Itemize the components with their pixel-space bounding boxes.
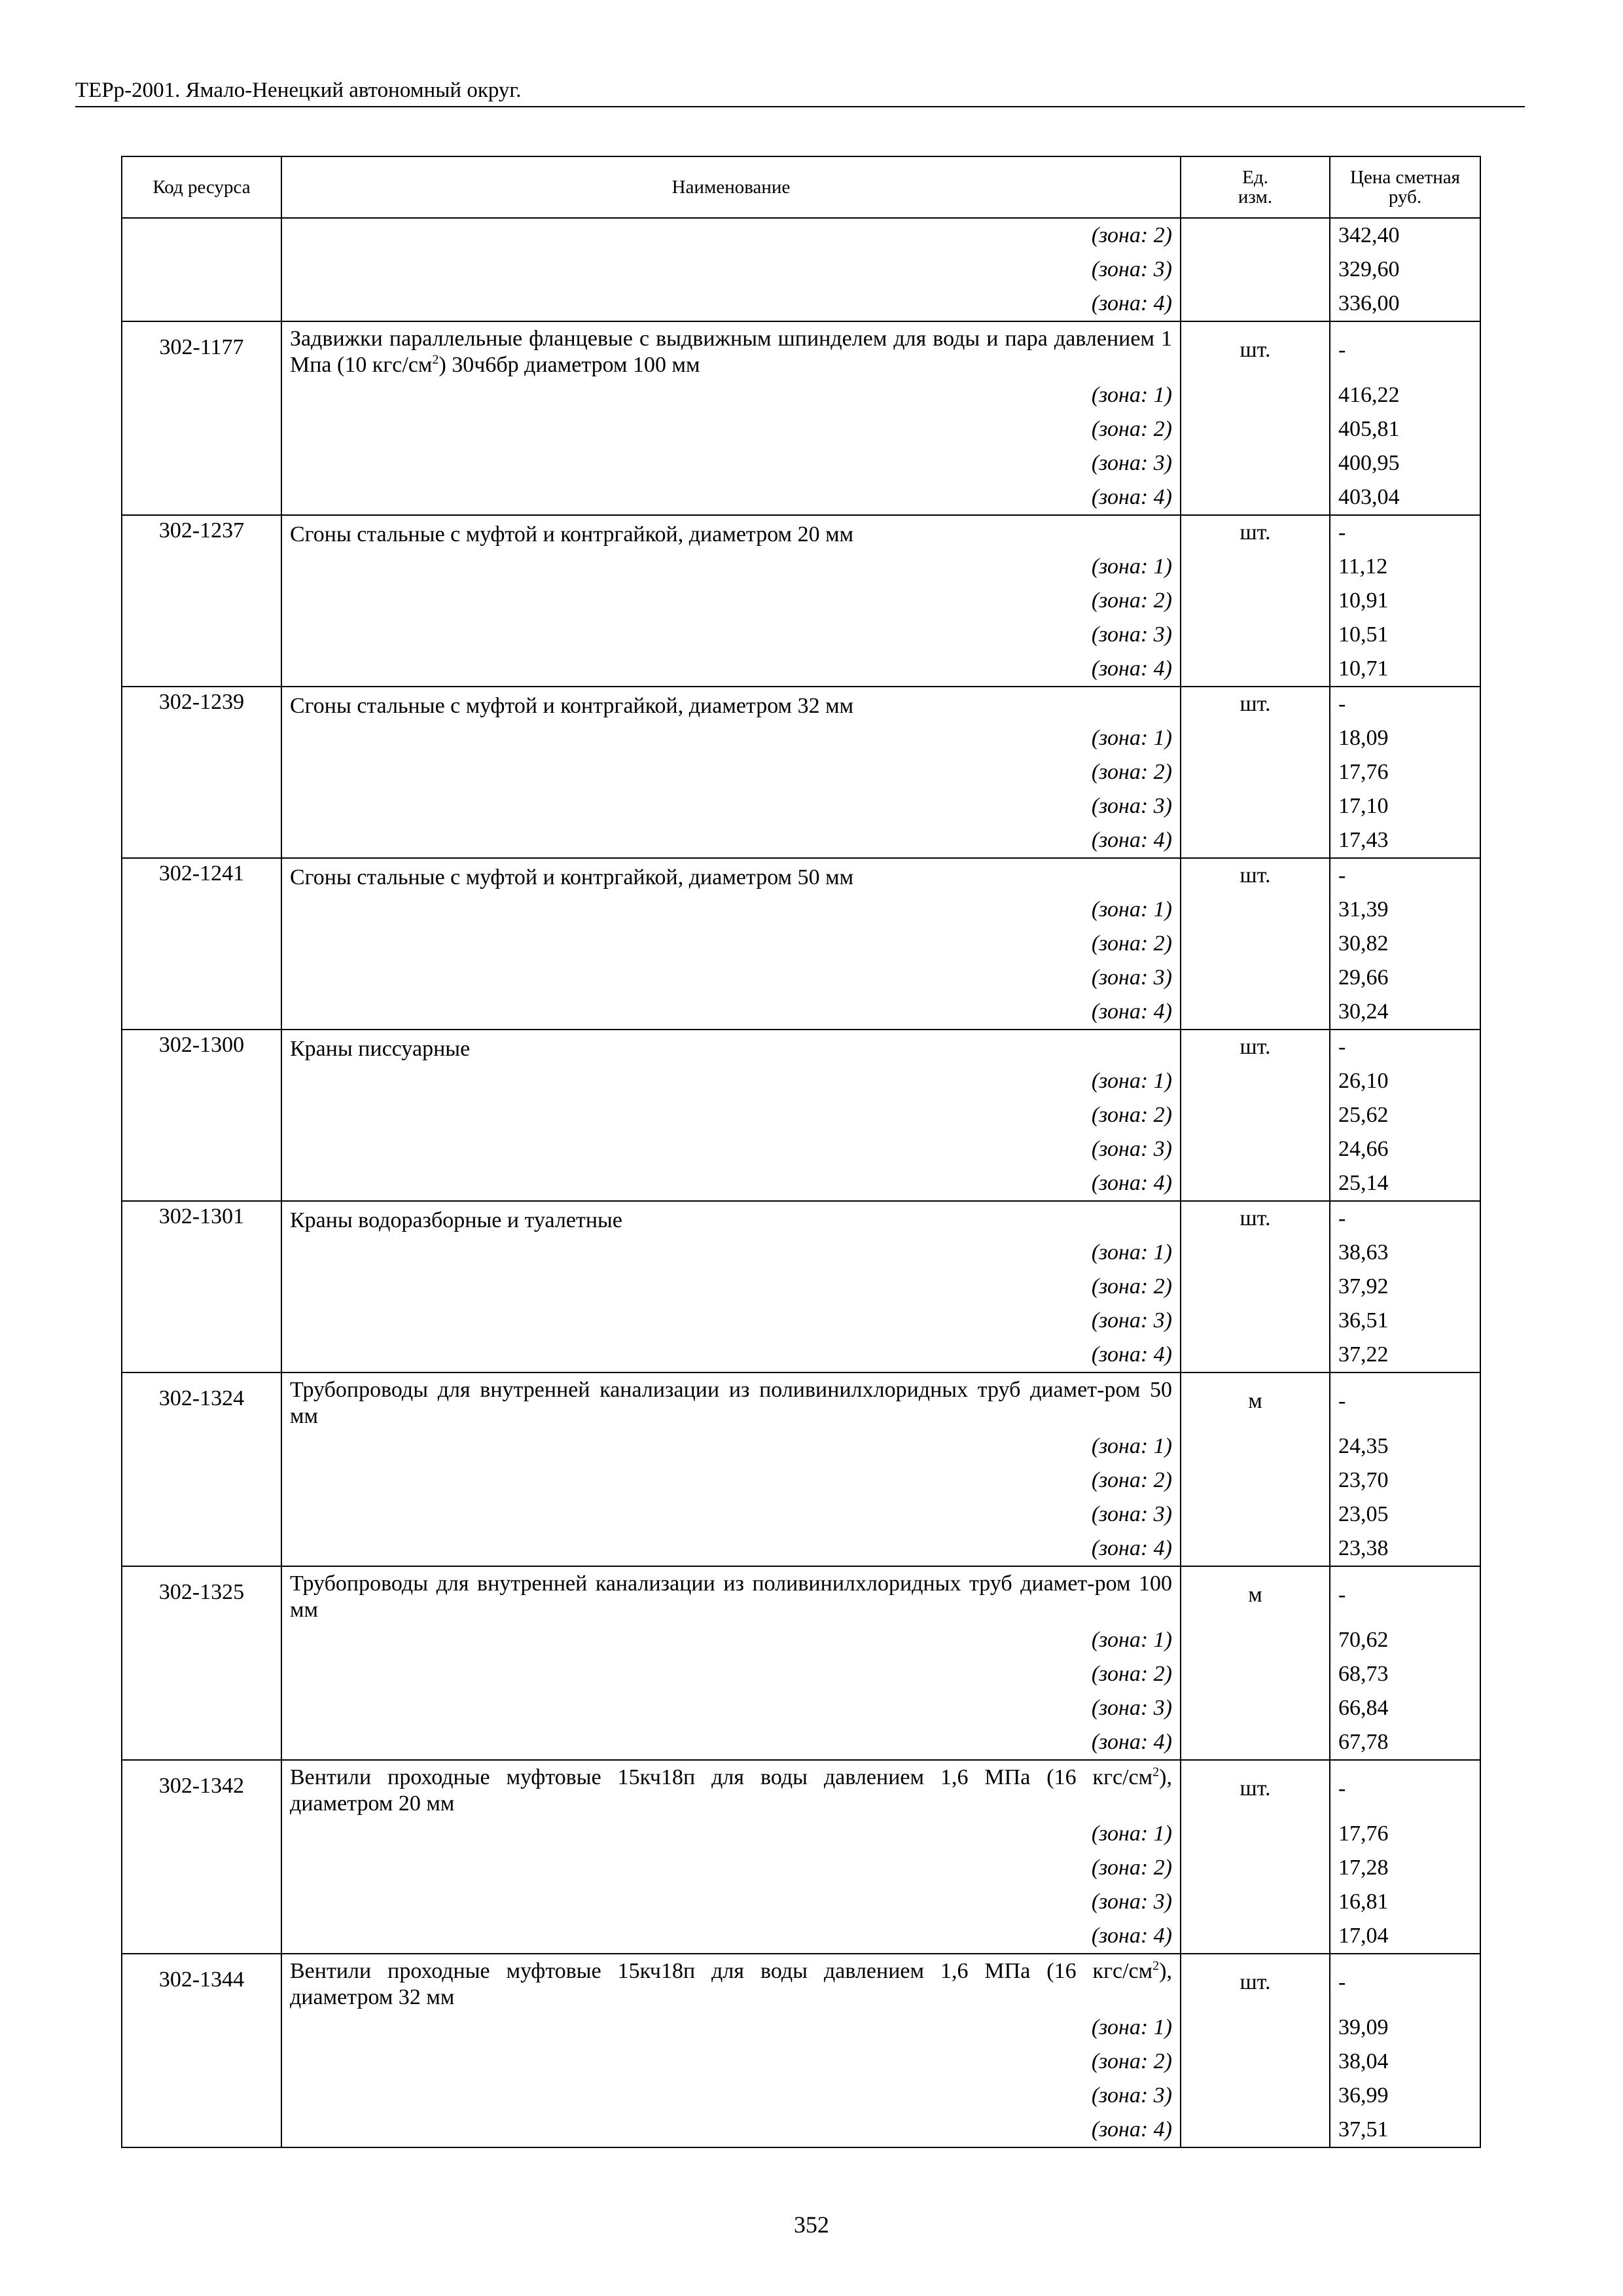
- table-cell-unit: [1181, 321, 1330, 515]
- zone-label: (зона: 3): [1091, 622, 1172, 647]
- table-row: [122, 1760, 1480, 1954]
- resource-name-text: Сгоны стальные с муфтой и контргайкой, диаметром 50 мм: [290, 865, 854, 889]
- table-cell-unit: [1181, 1760, 1330, 1954]
- zone-price: 405,81: [1338, 417, 1400, 441]
- column-header-code: Код ресурса: [122, 156, 281, 218]
- zone-price: 17,04: [1338, 1924, 1389, 1948]
- zone-price: 36,99: [1338, 2083, 1389, 2108]
- zone-label: (зона: 3): [1091, 1890, 1172, 1914]
- table-cell-code: [122, 321, 281, 515]
- resource-code: 302-1239: [158, 690, 245, 714]
- zone-price: 38,04: [1338, 2049, 1389, 2073]
- zone-price: 70,62: [1338, 1628, 1389, 1652]
- table-cell-name: [281, 1030, 1181, 1201]
- table-cell-price: [1330, 858, 1480, 1030]
- table-cell-name: [281, 1954, 1181, 2147]
- zone-label: (зона: 4): [1091, 1924, 1172, 1948]
- zone-price: 25,62: [1338, 1103, 1389, 1127]
- resource-name: [290, 1958, 1172, 2011]
- table-row: [122, 515, 1480, 687]
- zone-price: 17,43: [1338, 828, 1389, 852]
- zone-label: (зона: 1): [1091, 1628, 1172, 1652]
- resource-name: [290, 326, 1172, 378]
- zone-price: 24,35: [1338, 1434, 1389, 1458]
- zone-price: 342,40: [1338, 223, 1400, 247]
- table-cell-price: [1330, 1760, 1480, 1954]
- zone-price: 31,39: [1338, 897, 1389, 922]
- resource-name-text: Краны водоразборные и туалетные: [290, 1208, 622, 1232]
- resource-name-text: Сгоны стальные с муфтой и контргайкой, диаметром 32 мм: [290, 694, 854, 718]
- zone-label: (зона: 4): [1091, 485, 1172, 509]
- superscript: 2: [1152, 1765, 1160, 1780]
- continuation-row: [122, 218, 1480, 321]
- zone-label: (зона: 3): [1091, 1137, 1172, 1161]
- page-header: ТЕРр-2001. Ямало-Ненецкий автономный округ.: [75, 79, 522, 102]
- zone-price: 37,51: [1338, 2117, 1389, 2142]
- price-table-wrapper: [121, 156, 1481, 2148]
- zone-price: 18,09: [1338, 726, 1389, 750]
- zone-price: 329,60: [1338, 257, 1400, 281]
- table-cell-unit: [1181, 218, 1330, 321]
- resource-code: 302-1300: [158, 1033, 245, 1057]
- name-block: [290, 687, 1172, 721]
- table-cell-code: [122, 1372, 281, 1566]
- zone-label: (зона: 2): [1091, 1468, 1172, 1492]
- table-row: [122, 1201, 1480, 1372]
- zone-label: (зона: 2): [1091, 223, 1172, 247]
- unit-value: м: [1248, 1389, 1262, 1413]
- unit-value: шт.: [1240, 692, 1271, 716]
- unit-value: шт.: [1240, 863, 1271, 888]
- zone-price: 66,84: [1338, 1696, 1389, 1720]
- unit-value: шт.: [1240, 1035, 1271, 1059]
- table-row: [122, 1030, 1480, 1201]
- zone-price: 30,82: [1338, 931, 1389, 956]
- name-block: [290, 1202, 1172, 1236]
- resource-code: 302-1324: [158, 1386, 245, 1410]
- unit-value: шт.: [1240, 338, 1271, 362]
- resource-name-text: Вентили проходные муфтовые 15кч18п для воды давлением 1,6 МПа (16 кгс/см: [290, 1959, 1153, 1983]
- table-row: [122, 321, 1480, 515]
- zone-label: (зона: 3): [1091, 1308, 1172, 1333]
- unit-value: шт.: [1240, 1206, 1271, 1230]
- resource-name: [290, 863, 1172, 893]
- table-cell-code: [122, 515, 281, 687]
- zone-label: (зона: 4): [1091, 1171, 1172, 1195]
- zone-price: 17,28: [1338, 1856, 1389, 1880]
- resource-name: [290, 1377, 1172, 1429]
- zone-label: (зона: 3): [1091, 1502, 1172, 1526]
- column-header-unit: [1181, 156, 1330, 218]
- name-block: [290, 516, 1172, 550]
- zone-label: (зона: 1): [1091, 1821, 1172, 1846]
- name-block: [290, 1373, 1172, 1429]
- column-header-unit-line1: Ед.: [1242, 167, 1268, 188]
- table-cell-price: [1330, 1566, 1480, 1760]
- zone-label: (зона: 1): [1091, 726, 1172, 750]
- zone-label: (зона: 3): [1091, 794, 1172, 818]
- resource-name: [290, 1206, 1172, 1236]
- table-row: [122, 1372, 1480, 1566]
- zone-price: 23,05: [1338, 1502, 1389, 1526]
- resource-code: 302-1342: [158, 1774, 245, 1798]
- zone-price: 416,22: [1338, 383, 1400, 407]
- name-block: [290, 1761, 1172, 1817]
- zone-price: 336,00: [1338, 291, 1400, 315]
- zone-label: (зона: 2): [1091, 1856, 1172, 1880]
- resource-name: [290, 691, 1172, 721]
- table-cell-unit: [1181, 515, 1330, 687]
- table-row: [122, 687, 1480, 858]
- zone-label: (зона: 2): [1091, 588, 1172, 613]
- zone-label: (зона: 4): [1091, 1342, 1172, 1367]
- zone-price: 68,73: [1338, 1662, 1389, 1686]
- superscript: 2: [432, 352, 439, 367]
- unit-value: шт.: [1240, 1970, 1271, 1994]
- base-price: -: [1338, 520, 1346, 545]
- resource-code: 302-1241: [158, 861, 245, 886]
- base-price: -: [1338, 1389, 1346, 1413]
- table-cell-code: [122, 1201, 281, 1372]
- zone-price: 23,38: [1338, 1536, 1389, 1560]
- zone-label: (зона: 3): [1091, 1696, 1172, 1720]
- resource-name: [290, 1765, 1172, 1817]
- resource-name-text-end: ) 30ч6бр диаметром 100 мм: [438, 353, 700, 377]
- table-cell-unit: [1181, 687, 1330, 858]
- zone-label: (зона: 1): [1091, 554, 1172, 579]
- table-cell-price: [1330, 1954, 1480, 2147]
- zone-label: (зона: 4): [1091, 828, 1172, 852]
- zone-price: 10,71: [1338, 656, 1389, 681]
- column-header-price: [1330, 156, 1480, 218]
- zone-label: (зона: 4): [1091, 1536, 1172, 1560]
- table-cell-unit: [1181, 1201, 1330, 1372]
- table-cell-unit: [1181, 858, 1330, 1030]
- zone-label: (зона: 4): [1091, 2117, 1172, 2142]
- table-cell-name: [281, 218, 1181, 321]
- table-cell-price: [1330, 321, 1480, 515]
- zone-label: (зона: 3): [1091, 257, 1172, 281]
- table-cell-code: [122, 218, 281, 321]
- zone-price: 36,51: [1338, 1308, 1389, 1333]
- zone-label: (зона: 2): [1091, 931, 1172, 956]
- zone-price: 10,51: [1338, 622, 1389, 647]
- zone-price: 29,66: [1338, 965, 1389, 990]
- table-cell-unit: [1181, 1372, 1330, 1566]
- table-row: [122, 858, 1480, 1030]
- zone-label: (зона: 2): [1091, 417, 1172, 441]
- header-rule: [75, 106, 1525, 107]
- base-price: -: [1338, 1206, 1346, 1230]
- zone-label: (зона: 1): [1091, 1434, 1172, 1458]
- zone-price: 403,04: [1338, 485, 1400, 509]
- zone-price: 30,24: [1338, 999, 1389, 1024]
- resource-name-text: Трубопроводы для внутренней канализации из поливинилхлоридных труб диамет-ром 50 мм: [290, 1378, 1172, 1428]
- zone-price: 26,10: [1338, 1069, 1389, 1093]
- zone-label: (зона: 4): [1091, 999, 1172, 1024]
- zone-label: (зона: 2): [1091, 1103, 1172, 1127]
- base-price: -: [1338, 863, 1346, 888]
- base-price: -: [1338, 338, 1346, 362]
- zone-price: 17,10: [1338, 794, 1389, 818]
- unit-value: шт.: [1240, 520, 1271, 545]
- zone-price: 37,22: [1338, 1342, 1389, 1367]
- zone-price: 17,76: [1338, 1821, 1389, 1846]
- column-header-unit-line2: изм.: [1238, 187, 1273, 207]
- zone-label: (зона: 2): [1091, 1662, 1172, 1686]
- table-cell-price: [1330, 1030, 1480, 1201]
- table-cell-code: [122, 858, 281, 1030]
- table-cell-code: [122, 1760, 281, 1954]
- zone-label: (зона: 3): [1091, 965, 1172, 990]
- table-cell-unit: [1181, 1566, 1330, 1760]
- table-body: [122, 218, 1480, 2147]
- superscript: 2: [1152, 1958, 1160, 1973]
- name-block: [290, 859, 1172, 893]
- table-cell-name: [281, 1201, 1181, 1372]
- zone-label: (зона: 1): [1091, 897, 1172, 922]
- table-cell-code: [122, 1954, 281, 2147]
- table-cell-name: [281, 687, 1181, 858]
- zone-price: 17,76: [1338, 760, 1389, 784]
- zone-label: (зона: 1): [1091, 1240, 1172, 1265]
- column-header-name: Наименование: [281, 156, 1181, 218]
- resource-code: 302-1237: [158, 518, 245, 543]
- base-price: -: [1338, 1776, 1346, 1801]
- name-block: [290, 1030, 1172, 1064]
- table-cell-unit: [1181, 1030, 1330, 1201]
- resource-name-text: Задвижки параллельные фланцевые с выдвижным шпинделем для воды и пара давлением 1 Мпа (10 кгс/см: [290, 327, 1172, 377]
- zone-price: 37,92: [1338, 1274, 1389, 1299]
- resource-code: 302-1344: [158, 1967, 245, 1992]
- zone-label: (зона: 1): [1091, 2015, 1172, 2039]
- zone-price: 16,81: [1338, 1890, 1389, 1914]
- zone-price: 10,91: [1338, 588, 1389, 613]
- zone-label: (зона: 3): [1091, 2083, 1172, 2108]
- name-block: [290, 1954, 1172, 2011]
- resource-name: [290, 1571, 1172, 1623]
- zone-price: 11,12: [1338, 554, 1388, 579]
- table-cell-name: [281, 1760, 1181, 1954]
- table-cell-name: [281, 858, 1181, 1030]
- zone-label: (зона: 2): [1091, 760, 1172, 784]
- unit-value: м: [1248, 1583, 1262, 1607]
- unit-value: шт.: [1240, 1776, 1271, 1801]
- base-price: -: [1338, 1970, 1346, 1994]
- resource-code: 302-1177: [159, 335, 244, 359]
- table-cell-unit: [1181, 1954, 1330, 2147]
- name-block: [290, 1567, 1172, 1623]
- resource-code: 302-1301: [158, 1204, 245, 1229]
- zone-price: 38,63: [1338, 1240, 1389, 1265]
- zone-price: 25,14: [1338, 1171, 1389, 1195]
- column-header-price-line1: Цена сметная: [1350, 167, 1460, 188]
- zone-label: (зона: 3): [1091, 451, 1172, 475]
- table-row: [122, 1566, 1480, 1760]
- zone-label: (зона: 4): [1091, 291, 1172, 315]
- zone-price: 39,09: [1338, 2015, 1389, 2039]
- resource-name: [290, 1034, 1172, 1064]
- resource-name-text: Сгоны стальные с муфтой и контргайкой, диаметром 20 мм: [290, 522, 854, 547]
- table-cell-price: [1330, 1201, 1480, 1372]
- column-header-price-line2: руб.: [1388, 187, 1422, 207]
- zone-price: 24,66: [1338, 1137, 1389, 1161]
- table-cell-name: [281, 1372, 1181, 1566]
- table-cell-name: [281, 1566, 1181, 1760]
- table-cell-price: [1330, 515, 1480, 687]
- table-cell-price: [1330, 218, 1480, 321]
- resource-code: 302-1325: [158, 1580, 245, 1604]
- table-cell-code: [122, 687, 281, 858]
- resource-name-text: Трубопроводы для внутренней канализации из поливинилхлоридных труб диамет-ром 100 мм: [290, 1571, 1172, 1622]
- table-cell-name: [281, 321, 1181, 515]
- zone-label: (зона: 1): [1091, 1069, 1172, 1093]
- resource-name-text-end: ), диаметром 32 мм: [290, 1959, 1172, 2009]
- table-cell-code: [122, 1030, 281, 1201]
- resource-name: [290, 520, 1172, 550]
- base-price: -: [1338, 1583, 1346, 1607]
- table-cell-price: [1330, 1372, 1480, 1566]
- zone-label: (зона: 2): [1091, 2049, 1172, 2073]
- price-table: [121, 156, 1481, 2148]
- table-cell-name: [281, 515, 1181, 687]
- resource-name-text-end: ), диаметром 20 мм: [290, 1765, 1172, 1816]
- name-block: [290, 322, 1172, 378]
- zone-label: (зона: 2): [1091, 1274, 1172, 1299]
- table-cell-price: [1330, 687, 1480, 858]
- table-cell-code: [122, 1566, 281, 1760]
- base-price: -: [1338, 1035, 1346, 1059]
- zone-label: (зона: 1): [1091, 383, 1172, 407]
- zone-price: 400,95: [1338, 451, 1400, 475]
- table-row: [122, 1954, 1480, 2147]
- zone-label: (зона: 4): [1091, 656, 1172, 681]
- zone-price: 67,78: [1338, 1730, 1389, 1754]
- zone-price: 23,70: [1338, 1468, 1389, 1492]
- zone-label: (зона: 4): [1091, 1730, 1172, 1754]
- resource-name-text: Вентили проходные муфтовые 15кч18п для воды давлением 1,6 МПа (16 кгс/см: [290, 1765, 1153, 1789]
- base-price: -: [1338, 692, 1346, 716]
- page-number: 352: [794, 2212, 829, 2238]
- table-header-row: [122, 156, 1480, 218]
- resource-name-text: Краны писсуарные: [290, 1037, 471, 1061]
